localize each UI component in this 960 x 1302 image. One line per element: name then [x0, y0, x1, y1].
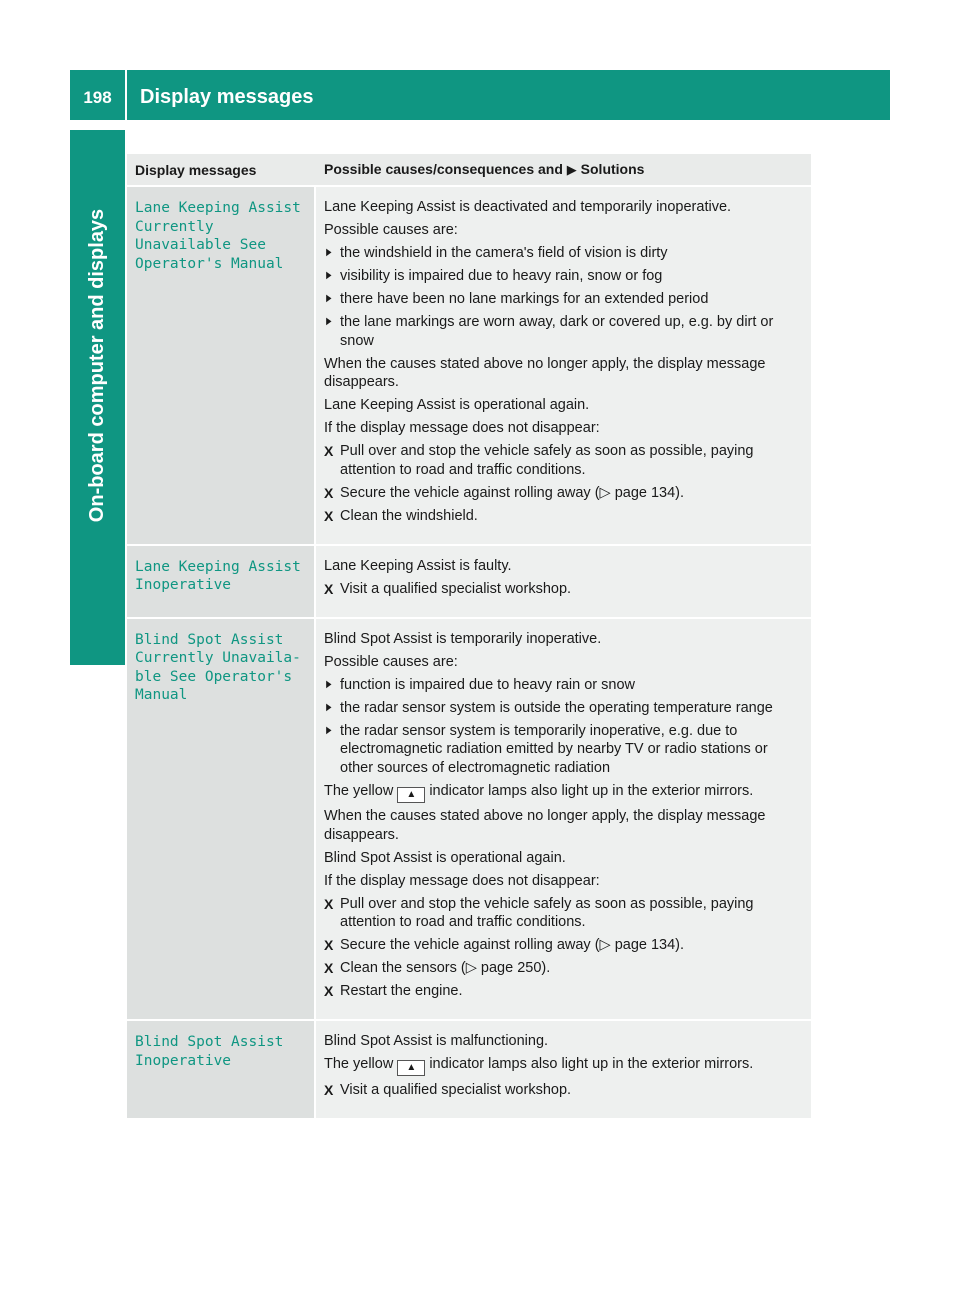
display-messages-table — [127, 154, 811, 1120]
display-message-text: Lane Keeping Assist Currently Unavailable See Operator's Manual — [135, 200, 301, 272]
table-row — [127, 546, 811, 619]
bullet-item: ▶ the windshield in the camera's field of vision is dirty — [324, 244, 803, 263]
page-number: 198 — [70, 70, 127, 120]
action-step: X Clean the sensors (▷ page 250). — [324, 959, 803, 978]
display-message-text: Lane Keeping Assist Inoperative — [135, 558, 301, 593]
table-row — [127, 187, 811, 546]
message-cell — [127, 619, 316, 1022]
paragraph: Blind Spot Assist is operational again. — [324, 849, 566, 866]
bullet-item: ▶ there have been no lane markings for an extended period — [324, 290, 803, 309]
paragraph: Possible causes are: — [324, 653, 458, 670]
action-step: X Visit a qualified specialist workshop. — [324, 580, 803, 599]
paragraph: Lane Keeping Assist is deactivated and temporarily inoperative. — [324, 199, 732, 215]
col-header-causes — [316, 154, 811, 187]
side-tab-label-wrap — [70, 130, 125, 600]
solutions-arrow-icon: ▶ — [566, 162, 577, 177]
causes-solutions-cell — [316, 619, 811, 1022]
paragraph: If the display message does not disappear: — [324, 872, 600, 889]
indicator-lamp-note — [324, 782, 803, 803]
message-cell — [127, 1021, 316, 1120]
lamp-note-pre: The yellow — [324, 782, 394, 799]
paragraph: Blind Spot Assist is temporarily inoperative. — [324, 630, 602, 647]
blind-spot-warning-icon: ▲ — [397, 787, 425, 803]
paragraph: Lane Keeping Assist is operational again. — [324, 397, 590, 413]
col-header-solutions-label: Solutions — [580, 161, 645, 177]
paragraph: Lane Keeping Assist is faulty. — [324, 557, 512, 574]
action-step: X Secure the vehicle against rolling away (▷ page 134). — [324, 936, 803, 955]
paragraph: Possible causes are: — [324, 222, 458, 238]
side-tab-marker — [70, 590, 125, 645]
message-cell — [127, 546, 316, 619]
display-message-text: Blind Spot Assist Inoperative — [135, 1034, 284, 1069]
paragraph: Blind Spot Assist is malfunctioning. — [324, 1033, 549, 1049]
bullet-item: ▶ the radar sensor system is outside the operating temperature range — [324, 699, 803, 718]
bullet-item: ▶ the radar sensor system is temporarily inoperative, e.g. due to electromagnetic radiation emitted by nearby TV or radio stations or other sources of electromagnetic radiation — [324, 722, 803, 778]
paragraph: When the causes stated above no longer apply, the display message disappears. — [324, 355, 766, 390]
lamp-note-post: indicator lamps also light up in the exterior mirrors. — [429, 1056, 754, 1072]
table-row — [127, 1021, 811, 1120]
table-header-row — [127, 154, 811, 187]
indicator-lamp-note — [324, 1055, 803, 1076]
lamp-note-pre: The yellow — [324, 1056, 394, 1072]
bullet-item: ▶ function is impaired due to heavy rain or snow — [324, 676, 803, 695]
paragraph: When the causes stated above no longer apply, the display message disappears. — [324, 808, 766, 843]
bullet-item: ▶ visibility is impaired due to heavy rain, snow or fog — [324, 267, 803, 286]
col-header-causes-label: Possible causes/consequences and — [324, 161, 563, 177]
action-step: X Restart the engine. — [324, 982, 803, 1001]
page-header — [70, 70, 890, 120]
table-row — [127, 619, 811, 1022]
bullet-item: ▶ the lane markings are worn away, dark or covered up, e.g. by dirt or snow — [324, 313, 803, 350]
causes-solutions-cell — [316, 187, 811, 546]
blind-spot-warning-icon: ▲ — [397, 1060, 425, 1076]
action-step: X Pull over and stop the vehicle safely as soon as possible, paying attention to road and traffic conditions. — [324, 442, 803, 479]
action-step: X Visit a qualified specialist workshop. — [324, 1081, 803, 1100]
message-cell — [127, 187, 316, 546]
action-step: X Pull over and stop the vehicle safely as soon as possible, paying attention to road and traffic conditions. — [324, 895, 803, 932]
action-step: X Secure the vehicle against rolling away (▷ page 134). — [324, 484, 803, 503]
causes-solutions-cell — [316, 546, 811, 619]
col-header-messages: Display messages — [127, 154, 316, 187]
paragraph: If the display message does not disappear: — [324, 420, 600, 436]
side-tab-label: On-board computer and displays — [86, 208, 109, 522]
lamp-note-post: indicator lamps also light up in the exterior mirrors. — [429, 782, 754, 799]
causes-solutions-cell — [316, 1021, 811, 1120]
display-message-text: Blind Spot Assist Currently Unavaila‐ ble See Operator's Manual — [135, 631, 301, 703]
action-step: X Clean the windshield. — [324, 507, 803, 526]
section-title: Display messages — [140, 85, 314, 108]
